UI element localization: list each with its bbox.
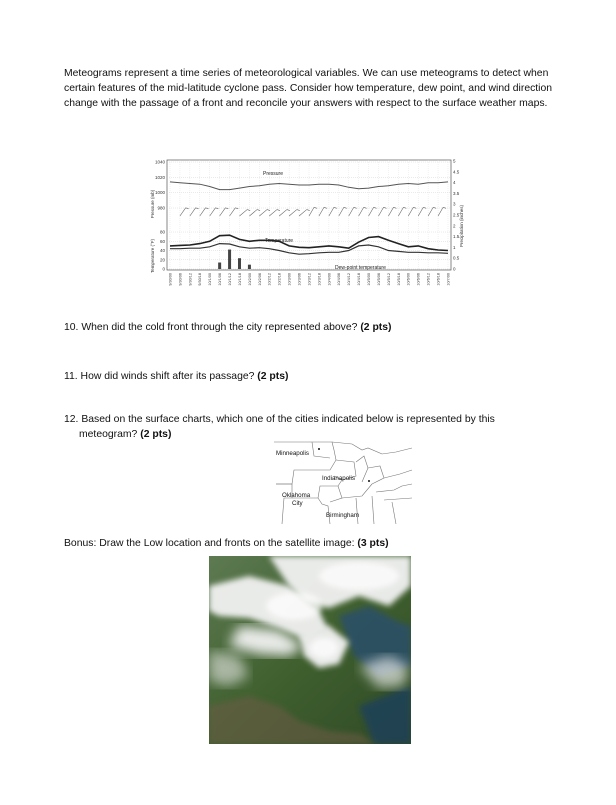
question-11-points: (2 pts) bbox=[257, 371, 289, 382]
precip-tick-label: 2 bbox=[453, 223, 456, 229]
time-axis-label: 10/1/06 bbox=[218, 273, 222, 286]
city-label-birmingham: Birmingham bbox=[326, 512, 360, 519]
bonus-question bbox=[64, 536, 389, 551]
precip-tick-label: 5 bbox=[453, 158, 456, 164]
wind-barb-tail bbox=[307, 210, 310, 211]
time-axis-label: 10/5/18 bbox=[396, 273, 401, 286]
intro-paragraph: Meteograms represent a time series of meteorological variables. We can use meteograms to detect when certain features of the mid-latitude cyclone pass. Consider how temperature, dew point, and wind direction change with the passage of a front and reconcile your answers with respect to the surface weather maps. bbox=[64, 68, 553, 110]
time-axis-label: 10/2/06 bbox=[257, 273, 262, 286]
temperature-tick-label: 60 bbox=[159, 238, 165, 244]
precip-ticks bbox=[453, 159, 460, 272]
pressure-tick-label: 1000 bbox=[154, 190, 165, 196]
time-axis-label: 10/1/00 bbox=[208, 273, 213, 286]
wind-barb bbox=[220, 208, 226, 216]
wind-barb bbox=[299, 210, 307, 216]
wind-barb bbox=[398, 207, 403, 216]
time-axis-label: 10/3/18 bbox=[317, 273, 322, 286]
precip-tick-label: 2.5 bbox=[453, 212, 460, 218]
time-axis-label: 10/2/12 bbox=[267, 273, 272, 286]
wind-barb bbox=[438, 207, 443, 216]
wind-barb bbox=[180, 208, 186, 216]
pressure-tick-label: 1040 bbox=[154, 159, 165, 165]
satellite-image[interactable] bbox=[209, 556, 411, 744]
minneapolis-dot bbox=[318, 448, 320, 450]
question-12-text-line1: 12. Based on the surface charts, which one of the cities indicated below is represented by this bbox=[64, 414, 495, 425]
indianapolis-dot bbox=[368, 480, 370, 482]
wind-barb-tail bbox=[297, 210, 300, 211]
time-axis-label: 9/30/18 bbox=[198, 273, 203, 286]
precip-bar bbox=[218, 263, 221, 269]
time-axis-label: 10/3/00 bbox=[287, 273, 292, 286]
time-axis-label: 10/7/00 bbox=[446, 273, 451, 286]
time-axis-label: 10/5/00 bbox=[367, 273, 371, 286]
city-label-indianapolis: Indianapolis bbox=[322, 475, 356, 482]
time-axis-label: 10/3/06 bbox=[297, 273, 302, 286]
wind-barb-tail bbox=[277, 210, 280, 211]
temperature-tick-label: 80 bbox=[159, 229, 165, 235]
temperature-axis-label: Temperature (°F) bbox=[150, 238, 155, 274]
wind-barb bbox=[329, 207, 334, 216]
question-10-points: (2 pts) bbox=[360, 322, 392, 333]
question-11 bbox=[64, 369, 288, 384]
wind-barb bbox=[230, 208, 236, 216]
wind-barb bbox=[369, 207, 374, 216]
precip-tick-label: 0 bbox=[453, 266, 456, 272]
wind-barb bbox=[388, 207, 393, 216]
dewpoint-series-label: Dew-point temperature bbox=[335, 265, 386, 271]
precip-tick-label: 4.5 bbox=[453, 169, 460, 175]
time-axis-label: 10/4/12 bbox=[347, 273, 352, 286]
city-label-oklahoma-line2: City bbox=[292, 500, 303, 507]
precip-tick-label: 3.5 bbox=[453, 190, 460, 196]
time-axis-label: 9/30/06 bbox=[178, 273, 183, 286]
us-city-map bbox=[272, 440, 416, 526]
time-axis-label: 10/5/12 bbox=[386, 273, 391, 286]
wind-barb bbox=[319, 207, 324, 216]
wind-barb bbox=[379, 207, 384, 216]
precip-bars bbox=[218, 250, 251, 269]
question-11-text: 11. How did winds shift after its passage? bbox=[64, 371, 255, 382]
precip-tick-label: 1 bbox=[453, 244, 456, 250]
wind-barb bbox=[240, 210, 248, 216]
temperature-tick-label: 20 bbox=[159, 257, 165, 263]
precip-axis-label: Precipitation (inches) bbox=[459, 204, 464, 248]
wind-barb-tail bbox=[267, 210, 270, 211]
precip-bar bbox=[248, 265, 251, 269]
wind-barb bbox=[408, 207, 413, 216]
wind-barbs bbox=[180, 207, 446, 216]
wind-barb-tail bbox=[247, 210, 250, 211]
question-10-text: 10. When did the cold front through the city represented above? bbox=[64, 322, 358, 333]
wind-barb bbox=[269, 210, 277, 216]
time-axis-label: 10/6/00 bbox=[406, 273, 411, 286]
precip-bar bbox=[238, 258, 241, 269]
time-axis-label: 10/4/00 bbox=[327, 273, 332, 286]
temperature-series-label: Temperature bbox=[265, 238, 294, 244]
wind-barb bbox=[428, 207, 433, 216]
time-axis-label: 10/4/18 bbox=[357, 273, 361, 286]
time-axis-label: 10/6/12 bbox=[426, 273, 431, 286]
meteogram-chart bbox=[145, 156, 465, 314]
city-label-minneapolis: Minneapolis bbox=[276, 450, 310, 457]
wind-barb bbox=[190, 208, 196, 216]
wind-barb bbox=[259, 210, 267, 216]
time-axis-label: 9/30/00 bbox=[168, 273, 173, 286]
pressure-axis-label: Pressure (mb) bbox=[150, 189, 155, 219]
pressure-series-label: Pressure bbox=[263, 171, 284, 177]
time-axis-label: 10/6/06 bbox=[416, 273, 421, 286]
time-axis-label: 10/6/18 bbox=[436, 273, 441, 286]
time-axis-label: 10/1/12 bbox=[228, 273, 232, 286]
temperature-tick-label: 0 bbox=[162, 266, 165, 272]
temperature-tick-label: 40 bbox=[159, 248, 165, 253]
question-12-points: (2 pts) bbox=[140, 429, 172, 440]
wind-barb bbox=[309, 207, 314, 216]
wind-barb bbox=[200, 208, 206, 216]
wind-barb bbox=[289, 210, 297, 216]
pressure-tick-label: 1020 bbox=[154, 174, 165, 180]
question-12 bbox=[64, 412, 534, 442]
wind-barb bbox=[249, 210, 257, 216]
time-axis-label: 10/2/00 bbox=[247, 273, 252, 286]
wind-barb bbox=[418, 207, 423, 216]
precip-tick-label: 1.5 bbox=[453, 234, 460, 240]
precip-tick-label: 0.5 bbox=[453, 255, 460, 261]
question-10 bbox=[64, 320, 392, 335]
time-axis-label: 10/5/06 bbox=[376, 273, 381, 286]
wind-barb-tail bbox=[215, 208, 218, 209]
time-axis-label: 10/3/12 bbox=[307, 273, 312, 286]
wind-barb-tail bbox=[257, 210, 260, 211]
city-label-oklahoma-line1: Oklahoma bbox=[282, 492, 311, 499]
precip-bar bbox=[228, 250, 231, 269]
time-axis-label: 10/1/18 bbox=[237, 273, 242, 286]
wind-barb bbox=[210, 208, 216, 216]
time-axis-labels bbox=[168, 273, 450, 286]
question-12-text-line2: meteogram? bbox=[79, 429, 138, 440]
temperature-ticks bbox=[160, 230, 451, 272]
pressure-tick-label: 980 bbox=[157, 205, 165, 211]
time-axis-label: 10/4/06 bbox=[337, 273, 342, 286]
wind-barb bbox=[279, 210, 287, 216]
wind-barb bbox=[359, 207, 364, 216]
precip-tick-label: 3 bbox=[453, 201, 456, 207]
time-axis-label: 9/30/12 bbox=[188, 273, 193, 286]
wind-barb-tail bbox=[287, 210, 290, 211]
bonus-question-text: Bonus: Draw the Low location and fronts on the satellite image: bbox=[64, 538, 355, 549]
wind-barb bbox=[349, 207, 354, 216]
bonus-question-points: (3 pts) bbox=[357, 538, 389, 549]
wind-barb bbox=[339, 207, 344, 216]
time-axis-label: 10/2/18 bbox=[277, 273, 282, 286]
precip-tick-label: 4 bbox=[453, 180, 456, 186]
